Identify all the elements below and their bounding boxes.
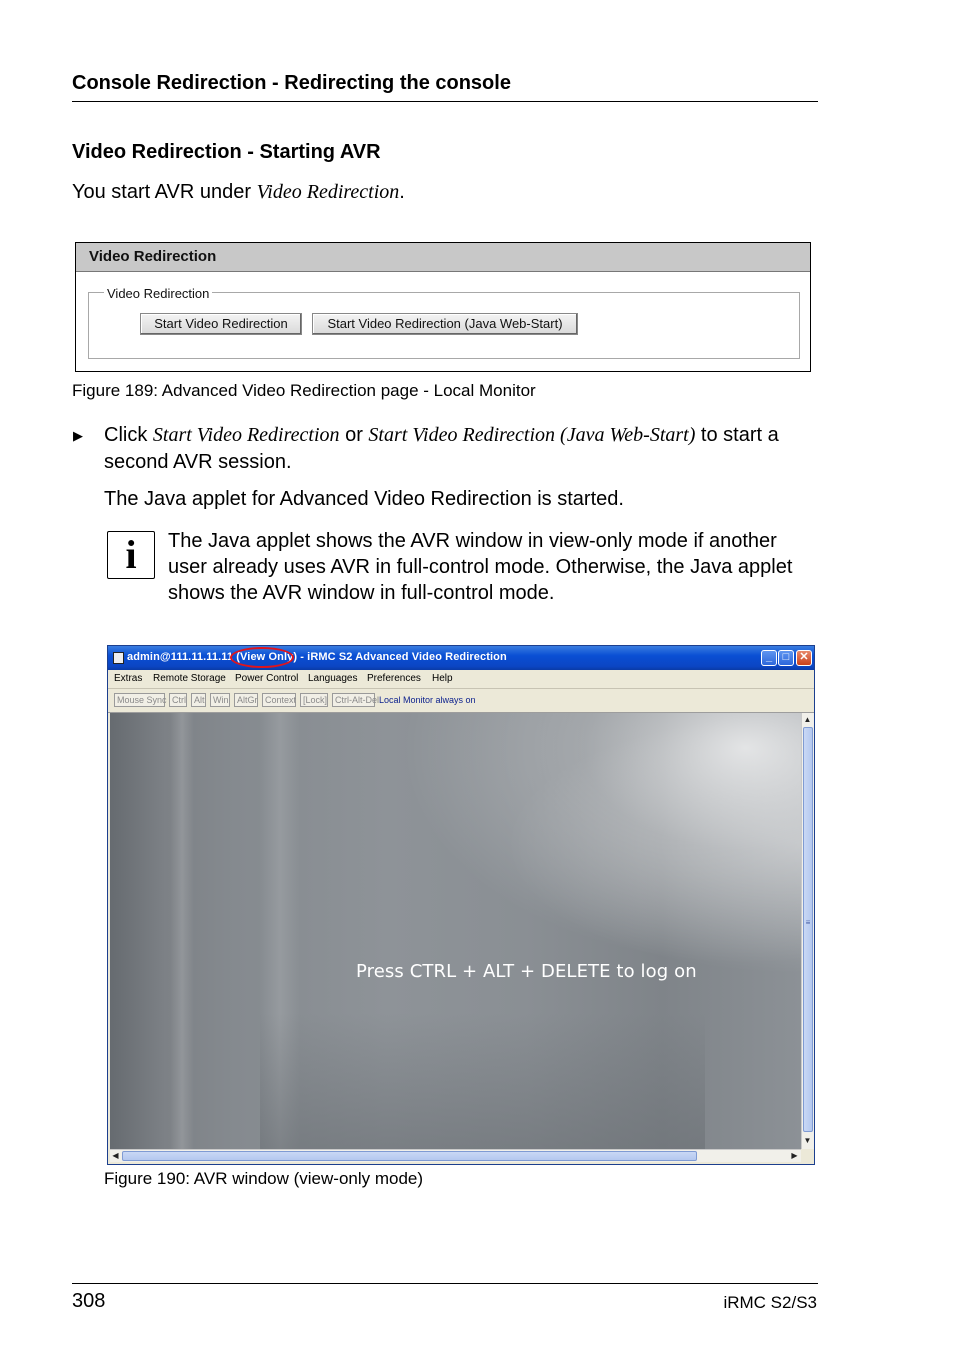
bullet-arrow-icon: ▶ [73, 428, 83, 443]
result-paragraph: The Java applet for Advanced Video Redirection is started. [104, 488, 624, 510]
step-text-or: or [339, 424, 369, 446]
step-paragraph [104, 422, 818, 476]
section-title: Video Redirection - Starting AVR [72, 141, 381, 163]
footer-rule [72, 1283, 818, 1284]
panel-title: Video Redirection [76, 243, 810, 272]
view-only-highlight [230, 647, 294, 668]
minimize-button[interactable]: _ [761, 650, 777, 666]
title-view-only: (View Only) [236, 651, 298, 663]
figure-189-caption: Figure 189: Advanced Video Redirection page - Local Monitor [72, 381, 536, 400]
avr-titlebar[interactable] [108, 646, 814, 670]
java-app-icon [113, 652, 124, 664]
scroll-left-icon[interactable]: ◀ [112, 1151, 119, 1160]
scroll-right-icon[interactable]: ▶ [791, 1151, 798, 1160]
vertical-scroll-thumb[interactable] [803, 727, 813, 1132]
thumb-grip-icon: ≡ [805, 918, 811, 927]
scroll-down-icon[interactable]: ▼ [803, 1136, 812, 1145]
remote-screen[interactable] [110, 713, 801, 1149]
maximize-button[interactable]: □ [778, 650, 794, 666]
intro-end: . [399, 181, 405, 203]
screen-light-stripe [170, 713, 194, 1149]
title-suffix: - iRMC S2 Advanced Video Redirection [297, 651, 507, 663]
close-button[interactable]: ✕ [796, 650, 812, 666]
altgr-button[interactable]: AltGr [234, 693, 258, 707]
step-emphasis-webstart: Start Video Redirection (Java Web-Start) [368, 424, 696, 446]
step-text: Click [104, 424, 153, 446]
info-note: The Java applet shows the AVR window in view-only mode if another user already uses AVR in full-control mode. Otherwise, the Java applet shows the AVR window in full-control mode. [168, 530, 793, 604]
logon-prompt: Press CTRL + ALT + DELETE to log on [356, 961, 697, 982]
local-monitor-status: Local Monitor always on [379, 695, 476, 705]
avr-toolbar [108, 689, 814, 713]
running-head: Console Redirection - Redirecting the console [72, 72, 511, 94]
lock-label: Lock [305, 695, 325, 705]
intro-text: You start AVR under [72, 181, 257, 203]
screen-shadow [260, 1013, 705, 1149]
scroll-up-icon[interactable]: ▲ [803, 715, 812, 724]
intro-paragraph [72, 181, 405, 204]
win-button[interactable]: Win [210, 693, 230, 707]
context-button[interactable]: Context [262, 693, 296, 707]
horizontal-scroll-thumb[interactable] [122, 1151, 697, 1161]
menu-preferences[interactable]: Preferences [367, 673, 421, 684]
mouse-sync-button[interactable]: Mouse Sync [114, 693, 165, 707]
menu-power-control[interactable]: Power Control [235, 673, 299, 684]
vertical-scrollbar[interactable] [801, 713, 814, 1149]
menu-remote-storage[interactable]: Remote Storage [153, 673, 226, 684]
avr-window-title [127, 651, 507, 663]
ctrl-alt-del-button[interactable]: Ctrl-Alt-Del [332, 693, 375, 707]
start-video-redirection-button[interactable]: Start Video Redirection [140, 313, 302, 335]
horizontal-scrollbar[interactable] [110, 1149, 801, 1162]
product-name: iRMC S2/S3 [723, 1293, 817, 1312]
menu-help[interactable]: Help [432, 673, 453, 684]
video-redirection-panel [75, 242, 811, 372]
menu-languages[interactable]: Languages [308, 673, 358, 684]
intro-emphasis: Video Redirection [256, 181, 400, 203]
alt-button[interactable]: Alt [191, 693, 206, 707]
step-emphasis-start: Start Video Redirection [152, 424, 340, 446]
ctrl-button[interactable]: Ctrl [169, 693, 187, 707]
title-prefix: admin@111.11.11.11 [127, 651, 237, 663]
step-text-end: to start a second AVR session. [104, 424, 779, 473]
lock-button[interactable]: [Lock] [300, 693, 328, 707]
header-rule [72, 101, 818, 102]
page-number: 308 [72, 1290, 106, 1312]
avr-window [107, 645, 815, 1165]
figure-190-caption: Figure 190: AVR window (view-only mode) [104, 1169, 424, 1188]
info-icon: i [107, 531, 155, 579]
menu-extras[interactable]: Extras [114, 673, 143, 684]
start-video-redirection-java-webstart-button[interactable]: Start Video Redirection (Java Web-Start) [312, 313, 578, 335]
avr-menubar [108, 670, 814, 689]
group-legend: Video Redirection [104, 286, 212, 301]
